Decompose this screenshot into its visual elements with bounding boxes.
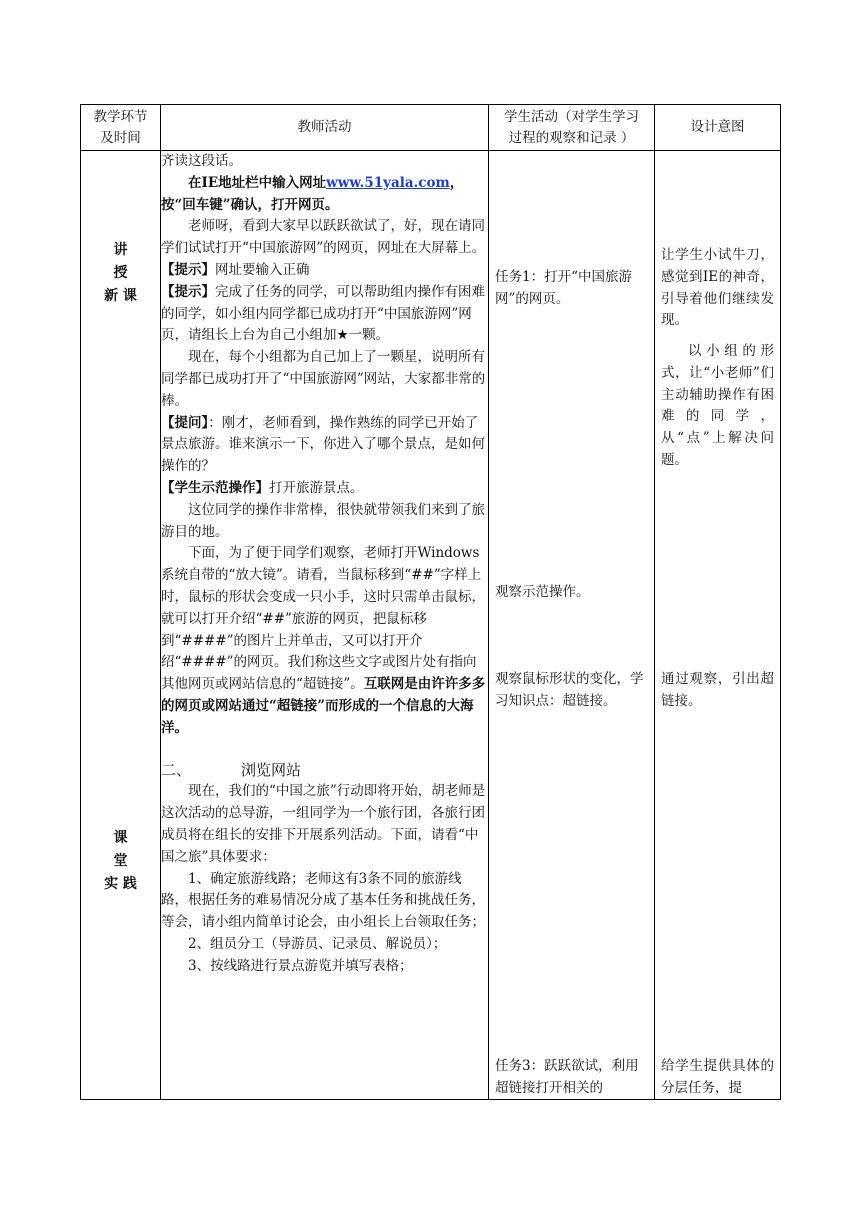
- student-activity-cell: [489, 151, 655, 1100]
- section-heading: [161, 760, 488, 782]
- header-student: [489, 105, 655, 151]
- question-text: ：刚才，老师看到，操作熟练的同学已开始了景点旅游。谁来演示一下，你进入了哪个景点，是如何操作的？: [161, 414, 485, 475]
- teacher-para-3: 现在，每个小组都为自己加上了一颗星，说明所有同学都已成功打开了“中国旅游网”网站，大家都非常的棒。: [161, 349, 486, 409]
- stage-lecture-2: 授: [113, 265, 128, 281]
- section-title: 浏览网站: [241, 760, 302, 779]
- intent-4: 给学生提供具体的分层任务，提: [661, 1058, 774, 1096]
- demo-tag: 【学生示范操作】: [161, 479, 269, 496]
- tip-text-end: 一颗。: [348, 327, 390, 344]
- teacher-step-1: 1、确定旅游线路；老师这有3条不同的旅游线路，根据任务的难易情况分成了基本任务和挑战任务，等会，请小组内简单讨论会，由小组长上台领取任务；: [161, 870, 485, 931]
- intent-3: 通过观察，引出超链接。: [661, 671, 774, 709]
- question-tag: 【提问】: [161, 414, 209, 431]
- header-intent: 设计意图: [655, 105, 781, 151]
- demo-text: 打开旅游景点。: [269, 479, 364, 496]
- tip-tag: 【提示】: [161, 283, 215, 300]
- tip-text: 完成了任务的同学，可以帮助组内操作有困难的同学，如小组内同学都已成功打开“中国旅游网”网页，请组长上台为自己小组加: [161, 283, 485, 344]
- website-link[interactable]: www.51yala.com: [326, 174, 450, 191]
- teacher-para-2: 老师呀，看到大家早以跃跃欲试了，好，现在请同学们试试打开“中国旅游网”的网页，网址在大屏幕上。: [161, 218, 486, 257]
- teacher-activity-cell: [161, 151, 489, 1100]
- teacher-step-3: 3、按线路进行景点游览并填写表格；: [188, 957, 413, 974]
- header-stage-line2: 及时间: [100, 129, 141, 146]
- header-stage-time: [81, 105, 161, 151]
- header-student-line2: 过程的观察和记录 ）: [508, 129, 635, 146]
- tip-tag: 【提示】: [161, 261, 215, 278]
- student-task-1: 任务1：打开“中国旅游网”的网页。: [495, 269, 632, 307]
- teacher-para-0: 齐读这段话。: [161, 153, 242, 169]
- stage-practice: [81, 827, 160, 896]
- student-observe-cursor: 观察鼠标形状的变化，学习知识点：超链接。: [495, 671, 644, 709]
- url-instruction: 在IE地址栏中输入网址: [188, 174, 327, 191]
- section-number: 二、: [161, 760, 192, 779]
- teacher-tip-1: [161, 260, 488, 282]
- student-task-3: 任务3：跃跃欲试，利用超链接打开相关的: [495, 1058, 639, 1096]
- teacher-para-6: 现在，我们的“中国之旅”行动即将开始，胡老师是这次活动的总导游，一组同学为一个旅行团，各旅行团成员将在组长的安排下开展系列活动。下面，请看“中国之旅”具体要求：: [161, 783, 486, 865]
- student-observe-demo: 观察示范操作。: [495, 584, 590, 600]
- intent-1: 让学生小试牛刀，感觉到IE的神奇，引导着他们继续发现。: [661, 247, 774, 329]
- header-teacher: 教师活动: [161, 105, 489, 151]
- teacher-question: [161, 413, 488, 478]
- internet-summary: 互联网是由许许多多的网页或网站通过“超链接”而形成的一个信息的大海洋。: [161, 676, 486, 736]
- stage-lecture-3: 新 课: [104, 288, 137, 304]
- teacher-para-5: [161, 543, 488, 739]
- stage-practice-1: 课: [113, 830, 128, 846]
- body-row: [81, 151, 781, 1100]
- design-intent-cell: [655, 151, 781, 1100]
- intent-2: 以小组的形式，让“小老师”们主动辅助操作有困难的同学，从“点”上解决问题。: [661, 343, 774, 468]
- stage-practice-2: 堂: [113, 853, 128, 869]
- header-stage-line1: 教学环节: [93, 108, 148, 125]
- header-row: [81, 105, 781, 151]
- stage-lecture: [81, 239, 160, 308]
- stage-practice-3: 实 践: [104, 876, 137, 892]
- tip-text: 网址要输入正确: [215, 261, 310, 278]
- teacher-demo: [161, 478, 488, 500]
- header-student-line1: 学生活动（对学生学习: [504, 108, 639, 125]
- url-instruction-end: ，按“回车键”确认，打开网页。: [161, 174, 464, 213]
- lesson-plan-table: [80, 104, 781, 1100]
- star-icon: ★: [336, 327, 349, 344]
- teacher-para-1: [161, 173, 488, 217]
- teacher-para-4: 这位同学的操作非常棒，很快就带领我们来到了旅游目的地。: [161, 501, 485, 540]
- hyperlink-explanation: 下面，为了便于同学们观察，老师打开Windows系统自带的“放大镜”。请看，当鼠标移到“##”字样上时，鼠标的形状会变成一只小手，这时只需单击鼠标，就可以打开介绍“##”旅游的网页，把鼠标移到“####”的图片上并单击，又可以打开介绍“####”的网页。我们称这些文字或图片处有指向其他网页或网站信息的“超链接”。: [161, 545, 485, 693]
- teacher-step-2: 2、组员分工（导游员、记录员、解说员）；: [188, 935, 447, 952]
- teacher-tip-2: [161, 282, 488, 347]
- stage-cell: [81, 151, 161, 1100]
- stage-lecture-1: 讲: [113, 242, 128, 258]
